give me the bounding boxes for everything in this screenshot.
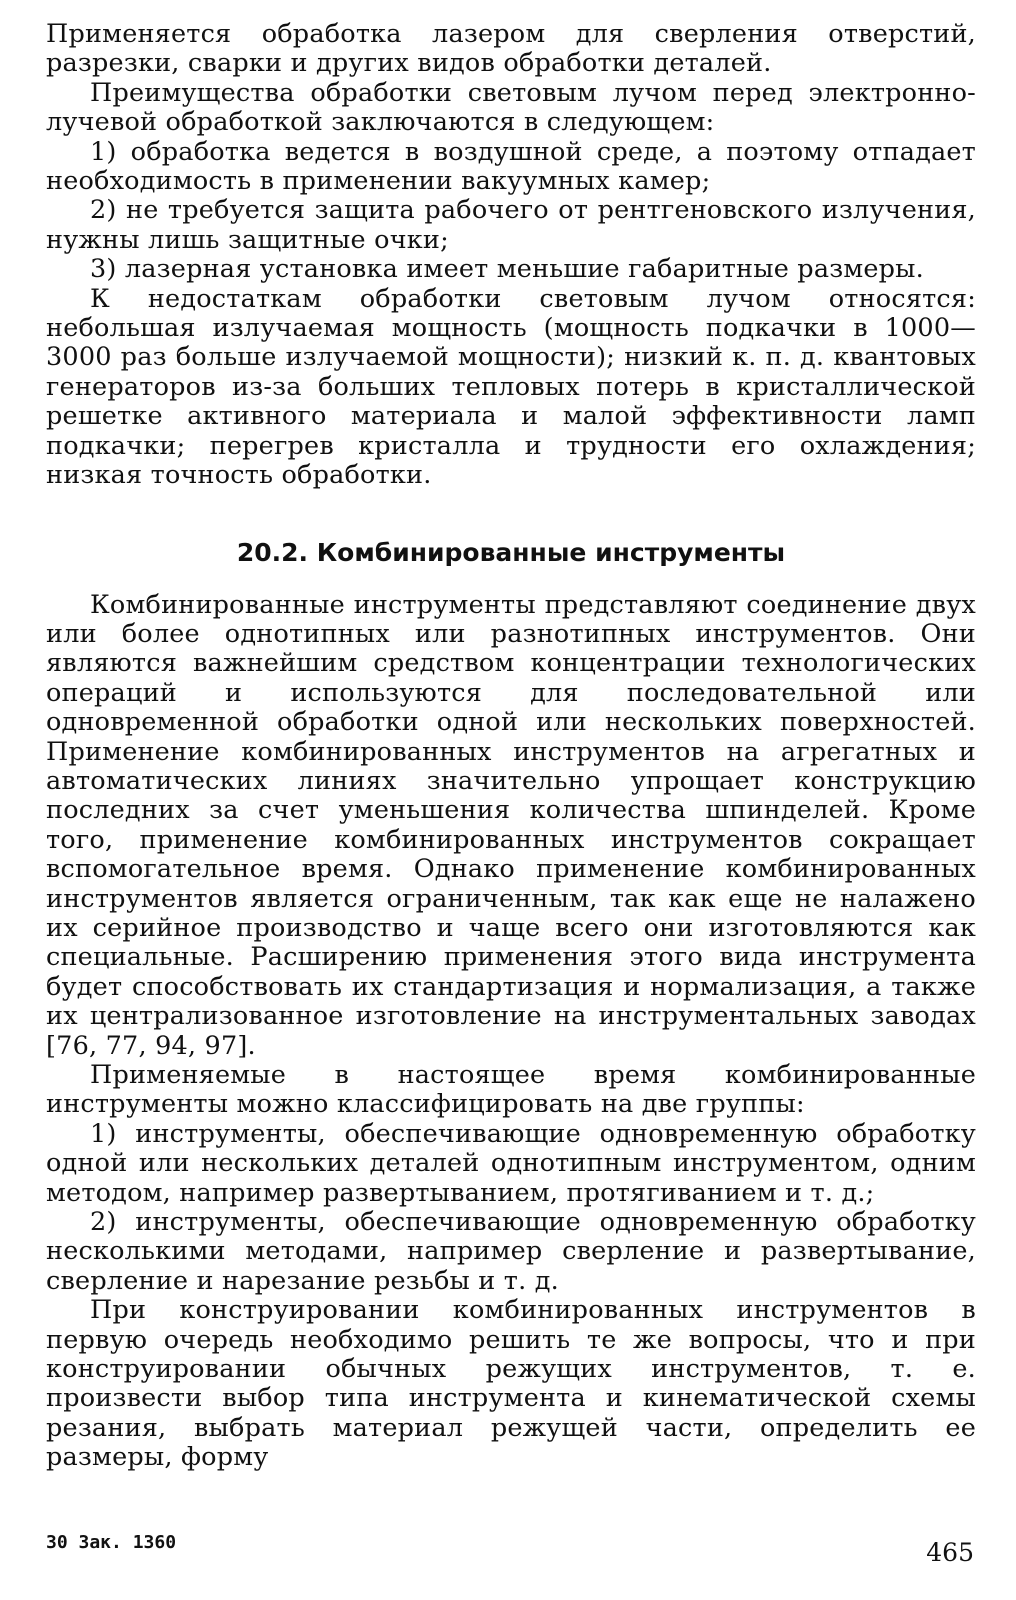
page-footer bbox=[46, 1532, 974, 1572]
paragraph: Преимущества обработки световым лучом перед электронно-лучевой обработкой заключаются в следующем: bbox=[46, 77, 976, 138]
list-item: 3) лазерная установка имеет меньшие габаритные размеры. bbox=[90, 254, 924, 285]
paragraph: При конструировании комбинированных инструментов в первую очередь необходимо решить те же вопросы, что и при конструировании обычных режущих инструментов, т. е. произвести выбор типа инструмента и кинематической схемы резания, выбрать материал режущей части, определить ее размеры, форму bbox=[46, 1295, 976, 1473]
paragraph: Комбинированные инструменты представляют соединение двух или более однотипных или разнотипных инструментов. Они являются важнейшим средством концентрации технологических операций и используются для последовательной или одновременной обработки одной или нескольких поверхностей. Применение комбинированных инструментов на агрегатных и автоматических линиях значительно упрощает конструкцию последних за счет уменьшения количества шпинделей. Кроме того, применение комбинированных инструментов сокращает вспомогательное время. Однако применение комбинированных инструментов является ограниченным, так как еще не налажено их серийное производство и чаще всего они изготовляются как специальные. Расширению применения этого вида инструмента будет способствовать их стандартизация и нормализация, а также их централизованное изготовление на инструментальных заводах [76, 77, 94, 97]. bbox=[46, 589, 976, 1061]
list-item: 1) инструменты, обеспечивающие одновременную обработку одной или нескольких деталей однотипным инструментом, одним методом, например развертыванием, протягиванием и т. д.; bbox=[46, 1118, 976, 1208]
list-item: 1) обработка ведется в воздушной среде, а поэтому отпадает необходимость в применении вакуумных камер; bbox=[46, 136, 976, 197]
page-number: 465 bbox=[926, 1538, 974, 1567]
paragraph: К недостаткам обработки световым лучом относятся: небольшая излучаемая мощность (мощность подкачки в 1000—3000 раз больше излучаемой мощности); низкий к. п. д. квантовых генераторов из-за больших тепловых потерь в кристаллической решетке активного материала и малой эффективности ламп подкачки; перегрев кристалла и трудности его охлаждения; низкая точность обработки. bbox=[46, 283, 976, 491]
section-heading: 20.2. Комбинированные инструменты bbox=[236, 537, 786, 567]
list-item: 2) инструменты, обеспечивающие одновременную обработку несколькими методами, например сверление и развертывание, сверление и нарезание резьбы и т. д. bbox=[46, 1207, 976, 1296]
paragraph: Применяемые в настоящее время комбинированные инструменты можно классифицировать на две группы: bbox=[46, 1060, 976, 1120]
print-order-mark: 30 Зак. 1360 bbox=[46, 1532, 177, 1553]
paragraph: Применяется обработка лазером для сверления отверстий, разрезки, сварки и других видов обработки деталей. bbox=[46, 19, 976, 79]
list-item: 2) не требуется защита рабочего от рентгеновского излучения, нужны лишь защитные очки; bbox=[46, 195, 976, 255]
page-content bbox=[46, 20, 976, 1473]
